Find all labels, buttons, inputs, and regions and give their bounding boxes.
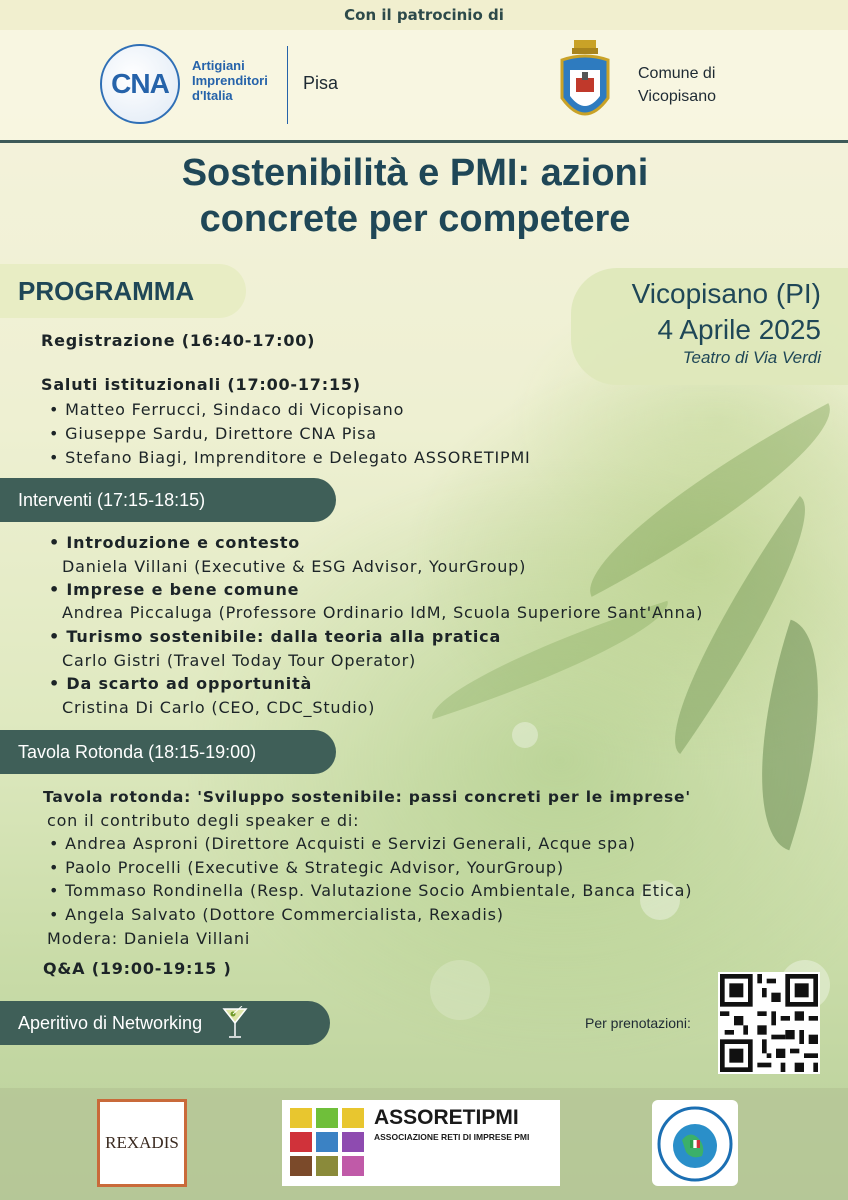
event-place: Vicopisano (PI) <box>631 278 821 309</box>
comune-line: Vicopisano <box>638 88 716 105</box>
intervento-topic: • Turismo sostenibile: dalla teoria alla pratica <box>49 627 502 646</box>
tavola-moderator: Modera: Daniela Villani <box>47 929 251 948</box>
booking-qr-code[interactable] <box>718 972 820 1074</box>
bokeh-decoration <box>512 722 538 748</box>
saluti-item-text: Matteo Ferrucci, Sindaco di Vicopisano <box>65 400 405 419</box>
title-line: Sostenibilità e PMI: azioni <box>181 152 649 194</box>
saluti-item: • Stefano Biagi, Imprenditore e Delegato ASSORETIPMI <box>49 448 531 467</box>
intervento-speaker: Cristina Di Carlo (CEO, CDC_Studio) <box>62 698 376 717</box>
bokeh-decoration <box>430 960 490 1020</box>
assoretipmi-subtitle: ASSOCIAZIONE RETI DI IMPRESE PMI <box>374 1132 530 1142</box>
cocktail-glass-icon <box>222 1006 248 1040</box>
tavola-item-text: Andrea Aspronі (Direttore Acquisti e Servizi Generali, Acque spa) <box>65 834 636 853</box>
aperitivo-text: Aperitivo di Networking <box>18 1012 203 1033</box>
intervento-topic-text: Imprese e bene comune <box>66 580 300 599</box>
assoretipmi-name: ASSORETIPMI <box>374 1106 519 1129</box>
comune-line: Comune di <box>638 65 716 82</box>
qa-session: Q&A (19:00-19:15 ) <box>43 959 232 978</box>
saluti-heading: Saluti istituzionali (17:00-17:15) <box>41 375 361 394</box>
programma-label: PROGRAMMA <box>0 264 246 318</box>
cna-tagline-line: Imprenditori <box>192 73 268 88</box>
tavola-item: • Paolo Procelli (Executive & Strategic Advisor, YourGroup) <box>49 858 564 877</box>
event-venue: Teatro di Via Verdi <box>682 348 821 367</box>
cna-city: Pisa <box>303 73 339 93</box>
saluti-item-text: Giuseppe Sardu, Direttore CNA Pisa <box>65 424 377 443</box>
intervento-topic-text: Introduzione e contesto <box>66 533 301 552</box>
interventi-label: Interventi (17:15-18:15) <box>0 478 336 522</box>
circolo-laudato-si-logo <box>652 1100 738 1186</box>
tavola-heading: Tavola rotonda: 'Sviluppo sostenibile: passi concreti per le imprese' <box>43 788 691 806</box>
leaf-decoration <box>563 403 848 597</box>
leaf-decoration <box>723 620 848 851</box>
leaf-decoration <box>639 496 841 754</box>
coat-of-arms-icon <box>556 38 614 130</box>
intervento-topic: • Da scarto ad opportunità <box>49 674 313 693</box>
event-date: 4 Aprile 2025 <box>657 314 821 345</box>
intervento-speaker: Carlo Gistri (Travel Today Tour Operator) <box>62 651 416 670</box>
assoretipmi-logo <box>282 1100 560 1186</box>
tavola-item-text: Angela Salvato (Dottore Commercialista, Rexadis) <box>65 905 504 924</box>
cna-logo <box>100 44 180 124</box>
tavola-item: • Angela Salvato (Dottore Commercialista, Rexadis) <box>49 905 504 924</box>
intervento-topic-text: Da scarto ad opportunità <box>66 674 313 693</box>
registrazione: Registrazione (16:40-17:00) <box>41 331 316 350</box>
aperitivo-label <box>0 1001 330 1045</box>
tavola-item-text: Tommaso Rondinella (Resp. Valutazione Socio Ambientale, Banca Etica) <box>65 881 693 900</box>
intervento-speaker: Andrea Piccaluga (Professore Ordinario IdM, Scuola Superiore Sant'Anna) <box>62 603 704 622</box>
title-line: concrete per competere <box>199 198 631 240</box>
rexadis-logo: REXADIS <box>97 1099 187 1187</box>
cna-tagline-line: Artigiani <box>192 58 245 73</box>
cna-tagline-line: d'Italia <box>192 88 233 103</box>
intervento-speaker: Daniela Villani (Executive & ESG Advisor, YourGroup) <box>62 557 527 576</box>
intervento-topic: • Imprese e bene comune <box>49 580 300 599</box>
tavola-item-text: Paolo Procelli (Executive & Strategic Advisor, YourGroup) <box>65 858 564 877</box>
prenotazioni-label: Per prenotazioni: <box>585 1015 691 1031</box>
page-title <box>0 150 830 242</box>
tavola-rotonda-label: Tavola Rotonda (18:15-19:00) <box>0 730 336 774</box>
comune-label <box>638 62 716 108</box>
cna-tagline <box>192 58 268 103</box>
intervento-topic-text: Turismo sostenibile: dalla teoria alla pratica <box>66 627 502 646</box>
laudato-si-globe-icon <box>652 1100 738 1186</box>
event-info-box <box>571 268 848 385</box>
tavola-item: • Andrea Aspronі (Direttore Acquisti e Servizi Generali, Acque spa) <box>49 834 636 853</box>
cna-logo-text: CNA <box>111 68 169 99</box>
header-divider <box>0 140 848 143</box>
saluti-item-text: Stefano Biagi, Imprenditore e Delegato ASSORETIPMI <box>65 448 531 467</box>
patronage-banner: Con il patrocinio di <box>0 0 848 30</box>
cna-divider <box>287 46 288 124</box>
saluti-item: • Giuseppe Sardu, Direttore CNA Pisa <box>49 424 377 443</box>
intervento-topic: • Introduzione e contesto <box>49 533 301 552</box>
assoretipmi-cubes-icon <box>288 1106 368 1180</box>
saluti-item: • Matteo Ferrucci, Sindaco di Vicopisano <box>49 400 405 419</box>
tavola-intro: con il contributo degli speaker e di: <box>47 811 360 830</box>
tavola-item: • Tommaso Rondinella (Resp. Valutazione Socio Ambientale, Banca Etica) <box>49 881 693 900</box>
